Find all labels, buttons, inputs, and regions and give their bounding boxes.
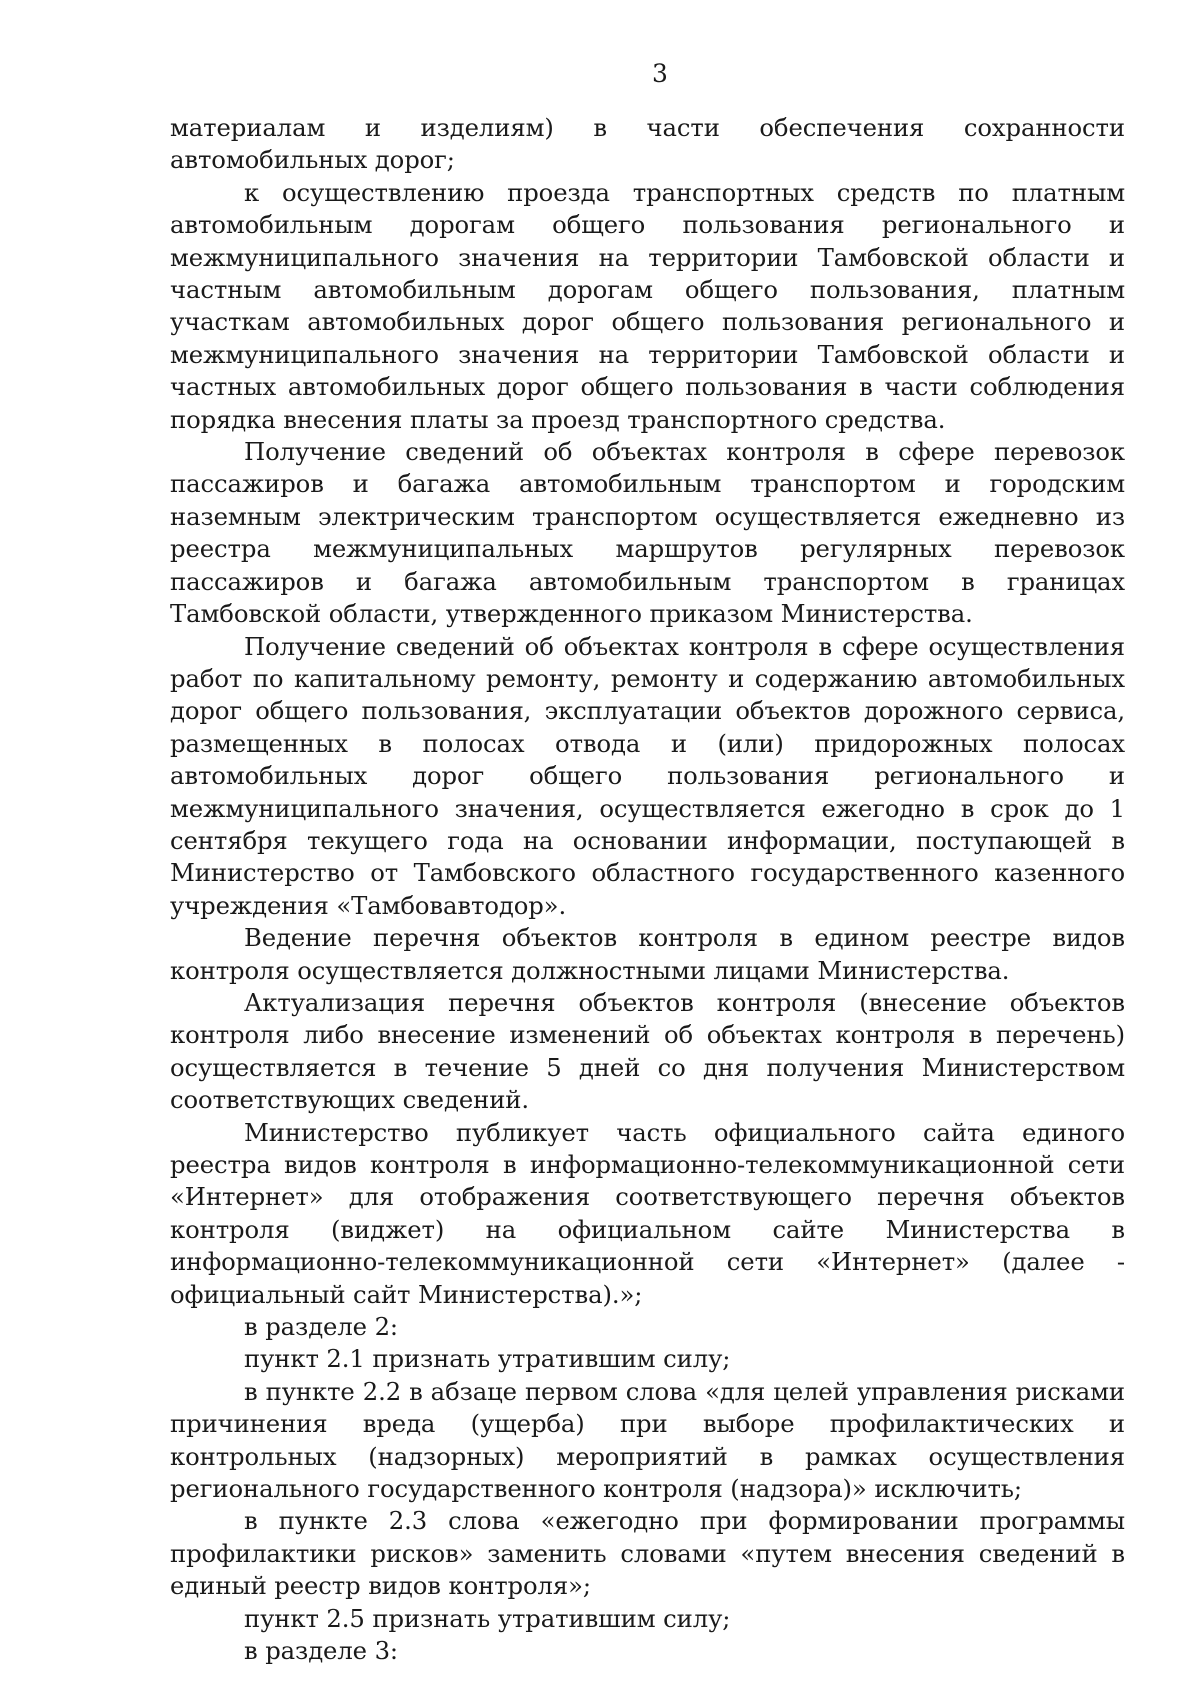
paragraph-passenger-transport: Получение сведений об объектах контроля в сфере перевозок пассажиров и багажа автомобильным транспортом и городским наземным электрическим транспортом осуществляется ежедневно из реестра межмуниципальных маршрутов регулярных перевозок пассажиров и багажа автомобильным транспортом в границах Тамбовской области, утвержденного приказом Министерства. xyxy=(170,437,1125,629)
paragraph-list-update: Актуализация перечня объектов контроля (внесение объектов контроля либо внесение изменений об объектах контроля в перечень) осуществляется в течение 5 дней со дня получения Министерством соответствующих сведений. xyxy=(170,987,1125,1115)
paragraph-clause-2-1: пункт 2.1 признать утратившим силу; xyxy=(244,1344,731,1374)
paragraph-continuation: материалам и изделиям) в части обеспечения сохранности автомобильных дорог; xyxy=(170,113,1125,175)
page-number: 3 xyxy=(652,59,668,88)
paragraph-website-publication: Министерство публикует часть официального сайта единого реестра видов контроля в информационно-телекоммуникационной сети «Интернет» для отображения соответствующего перечня объектов контроля (виджет) на официальном сайте Министерства в информационно-телекоммуникационной сети «Интернет» (далее - официальный сайт Министерства).»; xyxy=(170,1117,1125,1309)
document-body xyxy=(170,112,1125,1668)
paragraph-clause-2-2: в пункте 2.2 в абзаце первом слова «для целей управления рисками причинения вреда (ущерба) при выборе профилактических и контрольных (надзорных) мероприятий в рамках осуществления регионального государственного контроля (надзора)» исключить; xyxy=(170,1376,1125,1504)
paragraph-section-3: в разделе 3: xyxy=(244,1636,399,1666)
paragraph-register-keeping: Ведение перечня объектов контроля в едином реестре видов контроля осуществляется должностными лицами Министерства. xyxy=(170,923,1125,985)
paragraph-clause-2-5: пункт 2.5 признать утратившим силу; xyxy=(244,1603,731,1633)
paragraph-clause-2-3: в пункте 2.3 слова «ежегодно при формировании программы профилактики рисков» заменить словами «путем внесения сведений в единый реестр видов контроля»; xyxy=(170,1506,1125,1601)
paragraph-road-works: Получение сведений об объектах контроля в сфере осуществления работ по капитальному ремонту, ремонту и содержанию автомобильных дорог общего пользования, эксплуатации объектов дорожного сервиса, размещенных в полосах отвода и (или) придорожных полосах автомобильных дорог общего пользования регионального и межмуниципального значения, осуществляется ежегодно в срок до 1 сентября текущего года на основании информации, поступающей в Министерство от Тамбовского областного государственного казенного учреждения «Тамбовавтодор». xyxy=(170,631,1125,920)
paragraph-section-2: в разделе 2: xyxy=(244,1312,399,1342)
paragraph-toll-roads: к осуществлению проезда транспортных средств по платным автомобильным дорогам общего пользования регионального и межмуниципального значения на территории Тамбовской области и частным автомобильным дорогам общего пользования, платным участкам автомобильных дорог общего пользования регионального и межмуниципального значения на территории Тамбовской области и частных автомобильных дорог общего пользования в части соблюдения порядка внесения платы за проезд транспортного средства. xyxy=(170,177,1125,434)
